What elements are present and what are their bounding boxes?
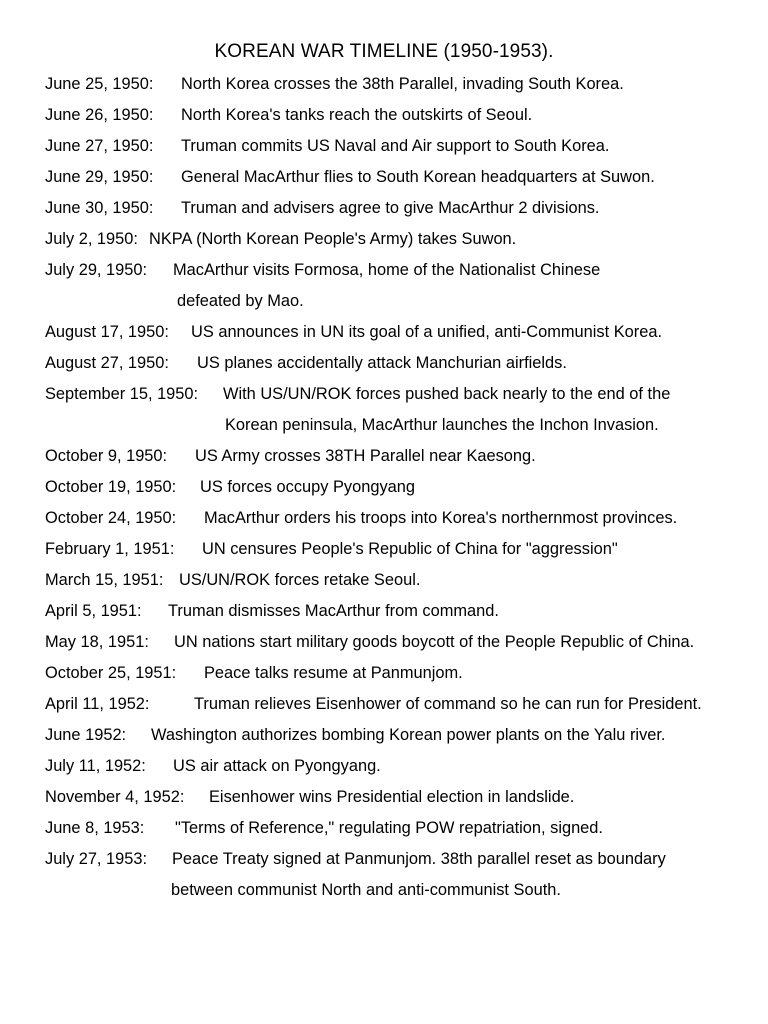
- entry-date: July 11, 1952:: [45, 757, 146, 775]
- timeline-entry: [45, 383, 755, 414]
- timeline-entry: [45, 321, 755, 352]
- timeline-entry: [45, 476, 755, 507]
- timeline-entry: [45, 507, 755, 538]
- entry-event: Truman commits US Naval and Air support to South Korea.: [181, 137, 610, 155]
- timeline-entry: [45, 786, 755, 817]
- entry-event-continuation: Korean peninsula, MacArthur launches the Inchon Invasion.: [225, 416, 659, 434]
- entry-date: April 5, 1951:: [45, 602, 142, 620]
- entry-event: US planes accidentally attack Manchurian airfields.: [197, 354, 567, 372]
- timeline-entry: [45, 631, 755, 662]
- timeline-entry: [45, 104, 755, 135]
- entry-event: US Army crosses 38TH Parallel near Kaesong.: [195, 447, 536, 465]
- timeline-entry: [45, 228, 755, 259]
- timeline-entry: [45, 259, 755, 290]
- entry-event-continuation: defeated by Mao.: [177, 292, 304, 310]
- entry-event: US announces in UN its goal of a unified, anti-Communist Korea.: [191, 323, 663, 341]
- entry-event: Truman relieves Eisenhower of command so he can run for President.: [194, 695, 702, 713]
- entry-date: October 25, 1951:: [45, 664, 177, 682]
- entry-date: October 19, 1950:: [45, 478, 177, 496]
- entry-event: Truman and advisers agree to give MacArthur 2 divisions.: [181, 199, 600, 217]
- page-title: KOREAN WAR TIMELINE (1950-1953).: [214, 41, 554, 62]
- entry-date: July 2, 1950:: [45, 230, 138, 248]
- entry-event: MacArthur orders his troops into Korea's northernmost provinces.: [204, 509, 678, 527]
- entry-date: June 30, 1950:: [45, 199, 154, 217]
- timeline-list: [45, 73, 755, 910]
- entry-date: February 1, 1951:: [45, 540, 175, 558]
- entry-date: June 1952:: [45, 726, 127, 744]
- entry-event: Peace talks resume at Panmunjom.: [204, 664, 463, 682]
- entry-date: June 27, 1950:: [45, 137, 154, 155]
- timeline-entry: [45, 73, 755, 104]
- entry-event: US forces occupy Pyongyang: [200, 478, 416, 496]
- entry-event: US air attack on Pyongyang.: [173, 757, 381, 775]
- timeline-entry: [45, 755, 755, 786]
- timeline-entry: [45, 724, 755, 755]
- entry-event: UN nations start military goods boycott of the People Republic of China.: [174, 633, 695, 651]
- entry-event: North Korea crosses the 38th Parallel, invading South Korea.: [181, 75, 624, 93]
- entry-date: November 4, 1952:: [45, 788, 185, 806]
- entry-event: With US/UN/ROK forces pushed back nearly to the end of the: [223, 385, 671, 403]
- entry-date: September 15, 1950:: [45, 385, 199, 403]
- entry-date: August 27, 1950:: [45, 354, 169, 372]
- entry-date: June 25, 1950:: [45, 75, 154, 93]
- timeline-entry: [45, 817, 755, 848]
- entry-date: October 24, 1950:: [45, 509, 177, 527]
- entry-event: MacArthur visits Formosa, home of the Nationalist Chinese: [173, 261, 601, 279]
- timeline-entry: [45, 135, 755, 166]
- entry-date: April 11, 1952:: [45, 695, 150, 713]
- timeline-entry: [45, 538, 755, 569]
- entry-date: August 17, 1950:: [45, 323, 169, 341]
- entry-date: October 9, 1950:: [45, 447, 168, 465]
- entry-event: Truman dismisses MacArthur from command.: [168, 602, 499, 620]
- entry-event: "Terms of Reference," regulating POW repatriation, signed.: [175, 819, 603, 837]
- entry-event: Washington authorizes bombing Korean power plants on the Yalu river.: [151, 726, 666, 744]
- entry-event: US/UN/ROK forces retake Seoul.: [179, 571, 421, 589]
- timeline-entry: [45, 445, 755, 476]
- entry-date: July 29, 1950:: [45, 261, 148, 279]
- entry-date: June 8, 1953:: [45, 819, 145, 837]
- entry-date: June 29, 1950:: [45, 168, 154, 186]
- entry-event: NKPA (North Korean People's Army) takes Suwon.: [149, 230, 517, 248]
- entry-date: March 15, 1951:: [45, 571, 164, 589]
- entry-event-continuation: between communist North and anti-communist South.: [171, 881, 561, 899]
- entry-event: Peace Treaty signed at Panmunjom. 38th parallel reset as boundary: [172, 850, 666, 868]
- timeline-entry: [45, 600, 755, 631]
- timeline-entry: [45, 662, 755, 693]
- entry-event: North Korea's tanks reach the outskirts of Seoul.: [181, 106, 533, 124]
- entry-event: Eisenhower wins Presidential election in landslide.: [209, 788, 575, 806]
- entry-date: May 18, 1951:: [45, 633, 149, 651]
- entry-date: July 27, 1953:: [45, 850, 148, 868]
- timeline-entry: [45, 197, 755, 228]
- timeline-entry: [45, 693, 755, 724]
- entry-date: June 26, 1950:: [45, 106, 154, 124]
- entry-event: UN censures People's Republic of China for "aggression": [202, 540, 618, 558]
- timeline-entry: [45, 166, 755, 197]
- timeline-entry: [45, 848, 755, 879]
- timeline-entry: [45, 352, 755, 383]
- entry-event: General MacArthur flies to South Korean headquarters at Suwon.: [181, 168, 655, 186]
- timeline-entry: [45, 569, 755, 600]
